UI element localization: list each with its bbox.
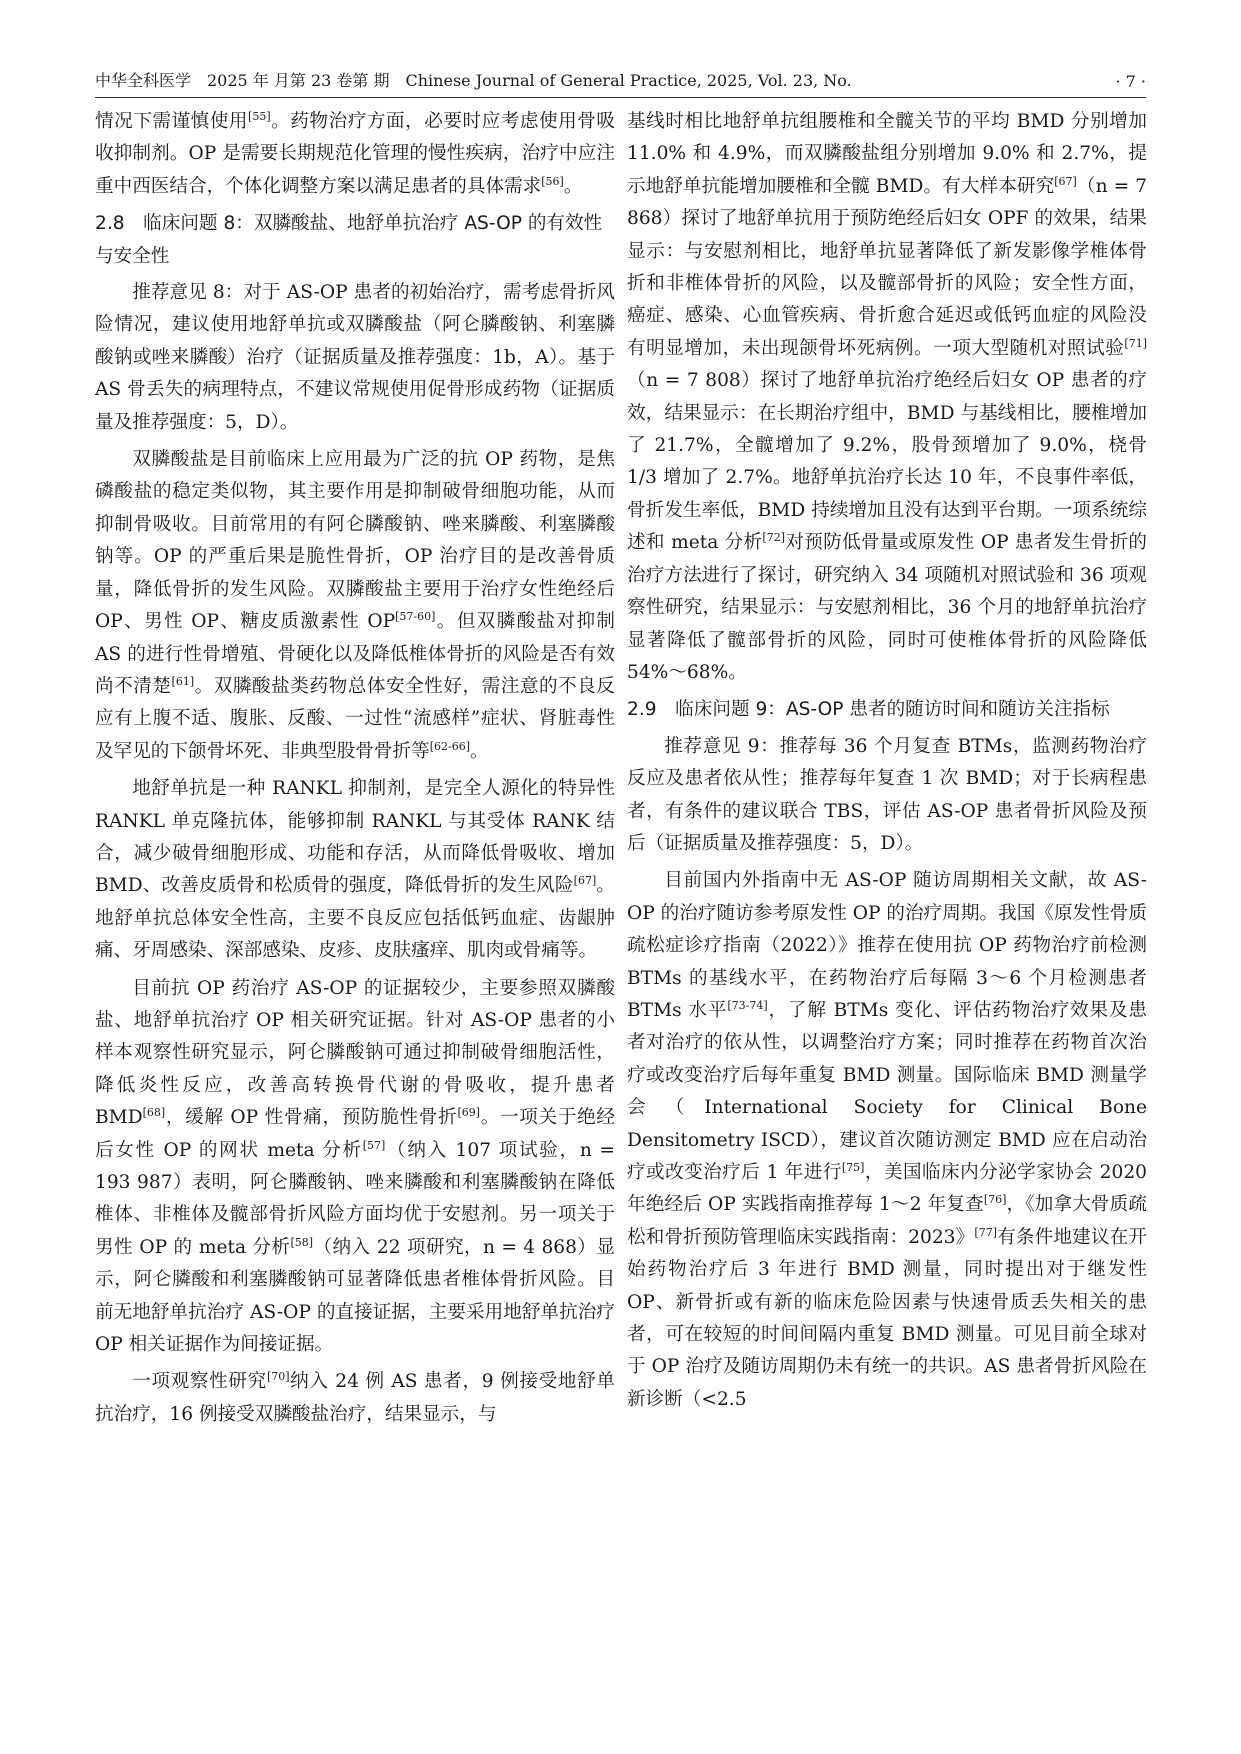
- recommendation-8: 推荐意见 8：对于 AS-OP 患者的初始治疗，需考虑骨折风险情况，建议使用地舒单抗或双膦酸盐（阿仑膦酸钠、利塞膦酸钠或唑来膦酸）治疗（证据质量及推荐强度：1b，A）。基于 AS 骨丢失的病理特点，不建议常规使用促骨形成药物（证据质量及推荐强度：5，D）。: [95, 282, 615, 433]
- citation-ref: [55]: [248, 110, 271, 123]
- citation-ref: [73-74]: [727, 998, 768, 1012]
- citation-ref: [71]: [1124, 336, 1147, 350]
- paragraph: 双膦酸盐是目前临床上应用最为广泛的抗 OP 药物，是焦磷酸盐的稳定类似物，其主要作用是抑制破骨细胞功能，从而抑制骨吸收。目前常用的有阿仑膦酸钠、唑来膦酸、利塞膦酸钠等。OP 的严重后果是脆性骨折，OP 治疗目的是改善骨质量，降低骨折的发生风险。双膦酸盐主要用于治疗女性绝经后 OP、男性 OP、糖皮质激素性 OP[57-60]。但双膦酸盐对抑制 AS 的进行性骨增殖、骨硬化以及降低椎体骨折的风险是否有效尚不清楚[61]。双膦酸盐类药物总体安全性好，需注意的不良反应有上腹不适、腹胀、反酸、一过性“流感样”症状、肾脏毒性及罕见的下颌骨坏死、非典型股骨骨折等[62-66]。: [95, 449, 615, 762]
- citation-ref: [77]: [974, 1225, 998, 1239]
- paragraph: 基线时相比地舒单抗组腰椎和全髋关节的平均 BMD 分别增加 11.0% 和 4.9%，而双膦酸盐组分别增加 9.0% 和 2.7%，提示地舒单抗能增加腰椎和全髋 BMD。有大样本研究[67]（n = 7 868）探讨了地舒单抗用于预防绝经后妇女 OPF 的效果，结果显示：与安慰剂相比，地舒单抗显著降低了新发影像学椎体骨折和非椎体骨折的风险，以及髋部骨折的风险；安全性方面，癌症、感染、心血管疾病、骨折愈合延迟或低钙血症的风险没有明显增加，未出现颌骨坏死病例。一项大型随机对照试验[71]（n = 7 808）探讨了地舒单抗治疗绝经后妇女 OP 患者的疗效，结果显示：在长期治疗组中，BMD 与基线相比，腰椎增加了 21.7%，全髋增加了 9.2%，股骨颈增加了 9.0%，桡骨 1/3 增加了 2.7%。地舒单抗治疗长达 10 年，不良事件率低，骨折发生率低，BMD 持续增加且没有达到平台期。一项系统综述和 meta 分析[72]对预防低骨量或原发性 OP 患者发生骨折的治疗方法进行了探讨，研究纳入 34 项随机对照试验和 36 项观察性研究，结果显示：与安慰剂相比，36 个月的地舒单抗治疗显著降低了髋部骨折的风险，同时可使椎体骨折的风险降低 54%～68%。: [627, 111, 1148, 683]
- citation-ref: [67]: [1054, 174, 1077, 188]
- paragraph: 地舒单抗是一种 RANKL 抑制剂，是完全人源化的特异性 RANKL 单克隆抗体，能够抑制 RANKL 与其受体 RANK 结合，减少破骨细胞形成、功能和存活，从而降低骨吸收、增加 BMD、改善皮质骨和松质骨的强度，降低骨折的发生风险[67]。地舒单抗总体安全性高，主要不良反应包括低钙血症、齿龈肿痛、牙周感染、深部感染、皮疹、皮肤瘙痒、肌肉或骨痛等。: [95, 778, 615, 962]
- page-number: · 7 ·: [1115, 72, 1146, 91]
- recommendation-9: 推荐意见 9：推荐每 36 个月复查 BTMs，监测药物治疗反应及患者依从性；推荐每年复查 1 次 BMD；对于长病程患者，有条件的建议联合 TBS，评估 AS-OP 患者骨折风险及预后（证据质量及推荐强度：5，D）。: [627, 735, 1147, 854]
- paragraph: 情况下需谨慎使用[55]。药物治疗方面，必要时应考虑使用骨吸收抑制剂。OP 是需要长期规范化管理的慢性疾病，治疗中应注重中西医结合，个体化调整方案以满足患者的具体需求[56]。: [95, 110, 615, 197]
- citation-ref: [76]: [983, 1193, 1007, 1207]
- citation-ref: [72]: [762, 531, 785, 545]
- left-column: [95, 106, 615, 1436]
- paragraph: 目前国内外指南中无 AS-OP 随访周期相关文献，故 AS-OP 的治疗随访参考原发性 OP 的治疗周期。我国《原发性骨质疏松症诊疗指南（2022）》推荐在使用抗 OP 药物治疗前检测 BTMs 的基线水平，在药物治疗后每隔 3～6 个月检测患者 BTMs 水平[73-74]，了解 BTMs 变化、评估药物治疗效果及患者对治疗的依从性，以调整治疗方案；同时推荐在药物首次治疗或改变治疗后每年重复 BMD 测量。国际临床 BMD 测量学会（International Society for Clinical Bone Densitometry ISCD），建议首次随访测定 BMD 应在启动治疗或改变治疗后 1 年进行[75]，美国临床内分泌学家协会 2020 年绝经后 OP 实践指南推荐每 1～2 年复查[76]，《加拿大骨质疏松和骨折预防管理临床实践指南：2023》[77]有条件地建议在开始药物治疗后 3 年进行 BMD 测量，同时提出对于继发性 OP、新骨折或有新的临床危险因素与快速骨质丢失相关的患者，可在较短的时间间隔内重复 BMD 测量。可见目前全球对于 OP 治疗及随访周期仍未有统一的共识。AS 患者骨折风险在新诊断（<2.5: [627, 870, 1148, 1410]
- section-heading-2-9: 2.9 临床问题 9：AS-OP 患者的随访时间和随访关注指标: [627, 699, 1110, 721]
- citation-ref: [68]: [142, 1106, 166, 1120]
- citation-ref: [57-60]: [395, 610, 436, 624]
- citation-ref: [58]: [290, 1235, 314, 1249]
- paragraph: 一项观察性研究[70]纳入 24 例 AS 患者，9 例接受地舒单抗治疗，16 例接受双膦酸盐治疗，结果显示，与: [95, 1370, 615, 1425]
- section-heading-2-8: 2.8 临床问题 8：双膦酸盐、地舒单抗治疗 AS-OP 的有效性与安全性: [95, 213, 603, 267]
- citation-ref: [67]: [573, 874, 597, 888]
- citation-ref: [69]: [457, 1106, 481, 1120]
- citation-ref: [75]: [841, 1161, 865, 1174]
- citation-ref: [61]: [171, 674, 195, 688]
- journal-citation: 中华全科医学 2025 年 月第 23 卷第 期 Chinese Journal of General Practice, 2025, Vol. 23, No.: [95, 71, 852, 90]
- citation-ref: [57]: [362, 1138, 386, 1152]
- running-header: [95, 64, 1146, 98]
- citation-ref: [70]: [266, 1370, 290, 1384]
- right-column: [627, 106, 1147, 1421]
- paragraph: 目前抗 OP 药治疗 AS-OP 的证据较少，主要参照双膦酸盐、地舒单抗治疗 OP 相关研究证据。针对 AS-OP 患者的小样本观察性研究显示，阿仑膦酸钠可通过抑制破骨细胞活性，降低炎性反应，改善高转换骨代谢的骨吸收，提升患者 BMD[68]，缓解 OP 性骨痛，预防脆性骨折[69]。一项关于绝经后女性 OP 的网状 meta 分析[57]（纳入 107 项试验，n = 193 987）表明，阿仑膦酸钠、唑来膦酸和利塞膦酸钠在降低椎体、非椎体及髋部骨折风险方面均优于安慰剂。另一项关于男性 OP 的 meta 分析[58]（纳入 22 项研究，n = 4 868）显示，阿仑膦酸和利塞膦酸钠可显著降低患者椎体骨折风险。目前无地舒单抗治疗 AS-OP 的直接证据，主要采用地舒单抗治疗 OP 相关证据作为间接证据。: [95, 977, 616, 1356]
- citation-ref: [62-66]: [429, 739, 470, 753]
- citation-ref: [56]: [541, 174, 564, 188]
